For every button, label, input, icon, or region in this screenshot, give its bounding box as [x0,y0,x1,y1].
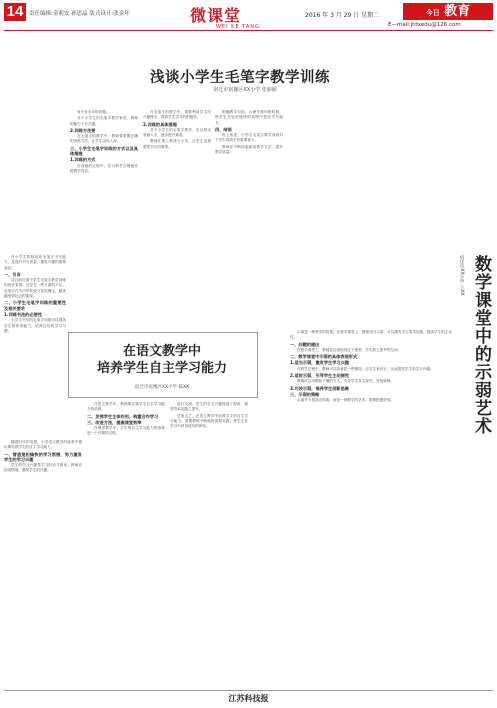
subheading: 2.训练方法要 [70,127,96,133]
subheading: 2.训练的具体措施 [143,121,177,127]
logo-text: 教育 [444,4,471,19]
article2-title-line2: 培养学生自主学习能力 [96,361,227,376]
paragraph: 在训练的过程中，应当科学合理地安排教学内容。 [70,163,138,173]
subheading: 1.训练的方式 [70,157,96,163]
paragraph: 对于小学生的毛笔字教学，应从基本笔画入手，逐步提升难度。 [143,127,211,138]
paragraph: 在毛笔字的教学中，教师要掌握正确的训练方法，让学生由浅入深。 [70,134,138,144]
paragraph: 学生的学习兴趣是学习的动力源泉。教师应创设情境，激发学生的兴趣。 [4,463,82,473]
paragraph: 教师应不断探索新的教学方法，提升教学质量。 [215,144,283,155]
paragraph: 对于小学生的毛笔字教学来说，教师的能力十分关键。 [70,116,138,126]
section-title: 微课堂 [190,6,242,25]
article1-column-4 [215,110,283,325]
logo-prefix: 今日 [425,9,440,17]
article2-author: 宿迁市宿豫区XX小学 陈XX [134,385,190,390]
paragraph: 综上所述，小学生毛笔字教学训练对于学生的成长有重要意义。 [215,133,283,143]
paragraph: 有专业水平的问题。 [77,110,110,114]
article2-column-1 [4,440,82,685]
editor-meta: 责任编辑:金莉安 孙思晶 版式设计:张金年 [29,11,130,17]
article1-title: 浅谈小学生毛笔字教学训练 [150,70,330,86]
paragraph: 示弱是一种教学的智慧。在数学课堂上，教师适当示弱，可以激发学生的求知欲，提高学生的主动性。 [290,330,452,340]
subheading: 2.适时示弱，引导学生主动探究 [290,373,349,379]
article1-author: 宿迁市宿豫区XX小学 张丽丽 [213,87,277,93]
issue-date: 2016 年 3 月 29 日 星期二 [305,12,380,19]
subheading: 三、示弱的策略 [290,391,320,397]
article1-column-3 [143,110,211,325]
subheading: 四、结语 [215,126,232,132]
subheading: 三、小学生毛笔字训练的方式以及具体措施 [70,145,138,157]
subheading: 二、数学课堂中示弱的具体表现形式 [290,354,358,360]
paragraph: 在数学课堂上，教师往往表现得过于强势，学生缺乏思考的空间。 [297,347,402,352]
contact-email: E—mail:jtdxedu@126.com [388,22,461,28]
subheading: 二、发挥学生主体作用，构建合作学习 [87,413,159,419]
page-number: 14 [4,3,26,21]
article3-title: 数学课堂中的示弱艺术 [471,255,491,435]
subheading: 1.适当示弱，激发学生学习兴趣 [290,360,349,366]
subheading: 一、引言 [4,271,21,277]
paragraph: 总而言之，在语文教学中培养学生的自主学习能力，需要教师不断地探索和实践，使学生在学习中获得成功的体验。 [170,413,248,429]
paragraph: 明确教学目标，合理安排训练时间，使学生在轻松愉快的氛围中提高书写能力。 [215,110,283,125]
subheading: 3.巧妙示弱，培养学生创新思维 [290,385,349,391]
paragraph: 教师可以用假装不懂的方式，引导学生自主探究，发现规律。 [297,379,395,384]
paragraph: 教师在课上要适当示范，让学生直观感受书写的要领。 [143,139,211,149]
section-subtitle: WEI KE TANG [216,24,260,30]
subheading: 一、营造宽松愉快的学习氛围，努力激发学生的学习兴趣 [4,451,82,462]
article2-title-line1: 在语文教学中 [122,344,201,359]
paragraph: 从目前在国小学生毛笔字教学训练的现状来看，还存在一些方面的不足。毛笔字作为中华传统文化的瑰宝，越来越受到社会的重视。 [4,278,66,299]
article2-column-3 [170,402,248,685]
paragraph: 在小学生阶段培养毛笔字书写能力，是提升书写质量、激发兴趣的重要途径。 [4,255,66,270]
paragraph: 小学生书写的毛笔字训练可以提高学生的审美能力，培养良好的学习习惯。 [4,318,66,333]
paragraph: 在语文教学中，教师要注重学生自主学习能力的培养。 [87,402,165,412]
paragraph: 在课堂教学中，学生的自主学习能力的培养是一个长期的过程。 [87,426,165,436]
article3-author: 宿迁市XX小学 王XX [459,255,464,296]
article3-body [290,330,452,685]
subheading: 三、改进方法，提高课堂效率 [87,419,142,425]
paragraph: 在毛笔字的教学中，需要利用学生的兴趣特点，提高学生学习的积极性。 [143,110,211,120]
footer-rule [4,690,493,691]
paragraph: 示弱并不是真正的弱，而是一种教学的艺术，需要把握好度。 [297,398,395,403]
paragraph: 在教学过程中，教师可以故意犯一些错误，让学生来纠正，从而提高学生的学习兴趣。 [297,366,434,371]
newspaper-name: 江苏科技报 [228,694,269,703]
header-rule [4,30,493,31]
article1-column-1 [4,255,66,430]
subheading: 一、问题的提出 [290,341,320,347]
paragraph: 进行交流，学生的学习兴趣得到了提高，课堂效率也随之提升。 [170,402,248,412]
section-heading [190,3,260,30]
subheading: 1.训练书法的必要性 [4,311,43,317]
paragraph: 随着时代的发展，小学语文教学的改革中提出要培养学生的自主学习能力。 [4,440,82,450]
article2-column-2 [87,402,165,685]
subheading: 二、小学生毛笔字训练的重要性及相关要求 [4,300,66,311]
article1-column-2 [70,110,138,325]
section-logo [403,3,493,20]
